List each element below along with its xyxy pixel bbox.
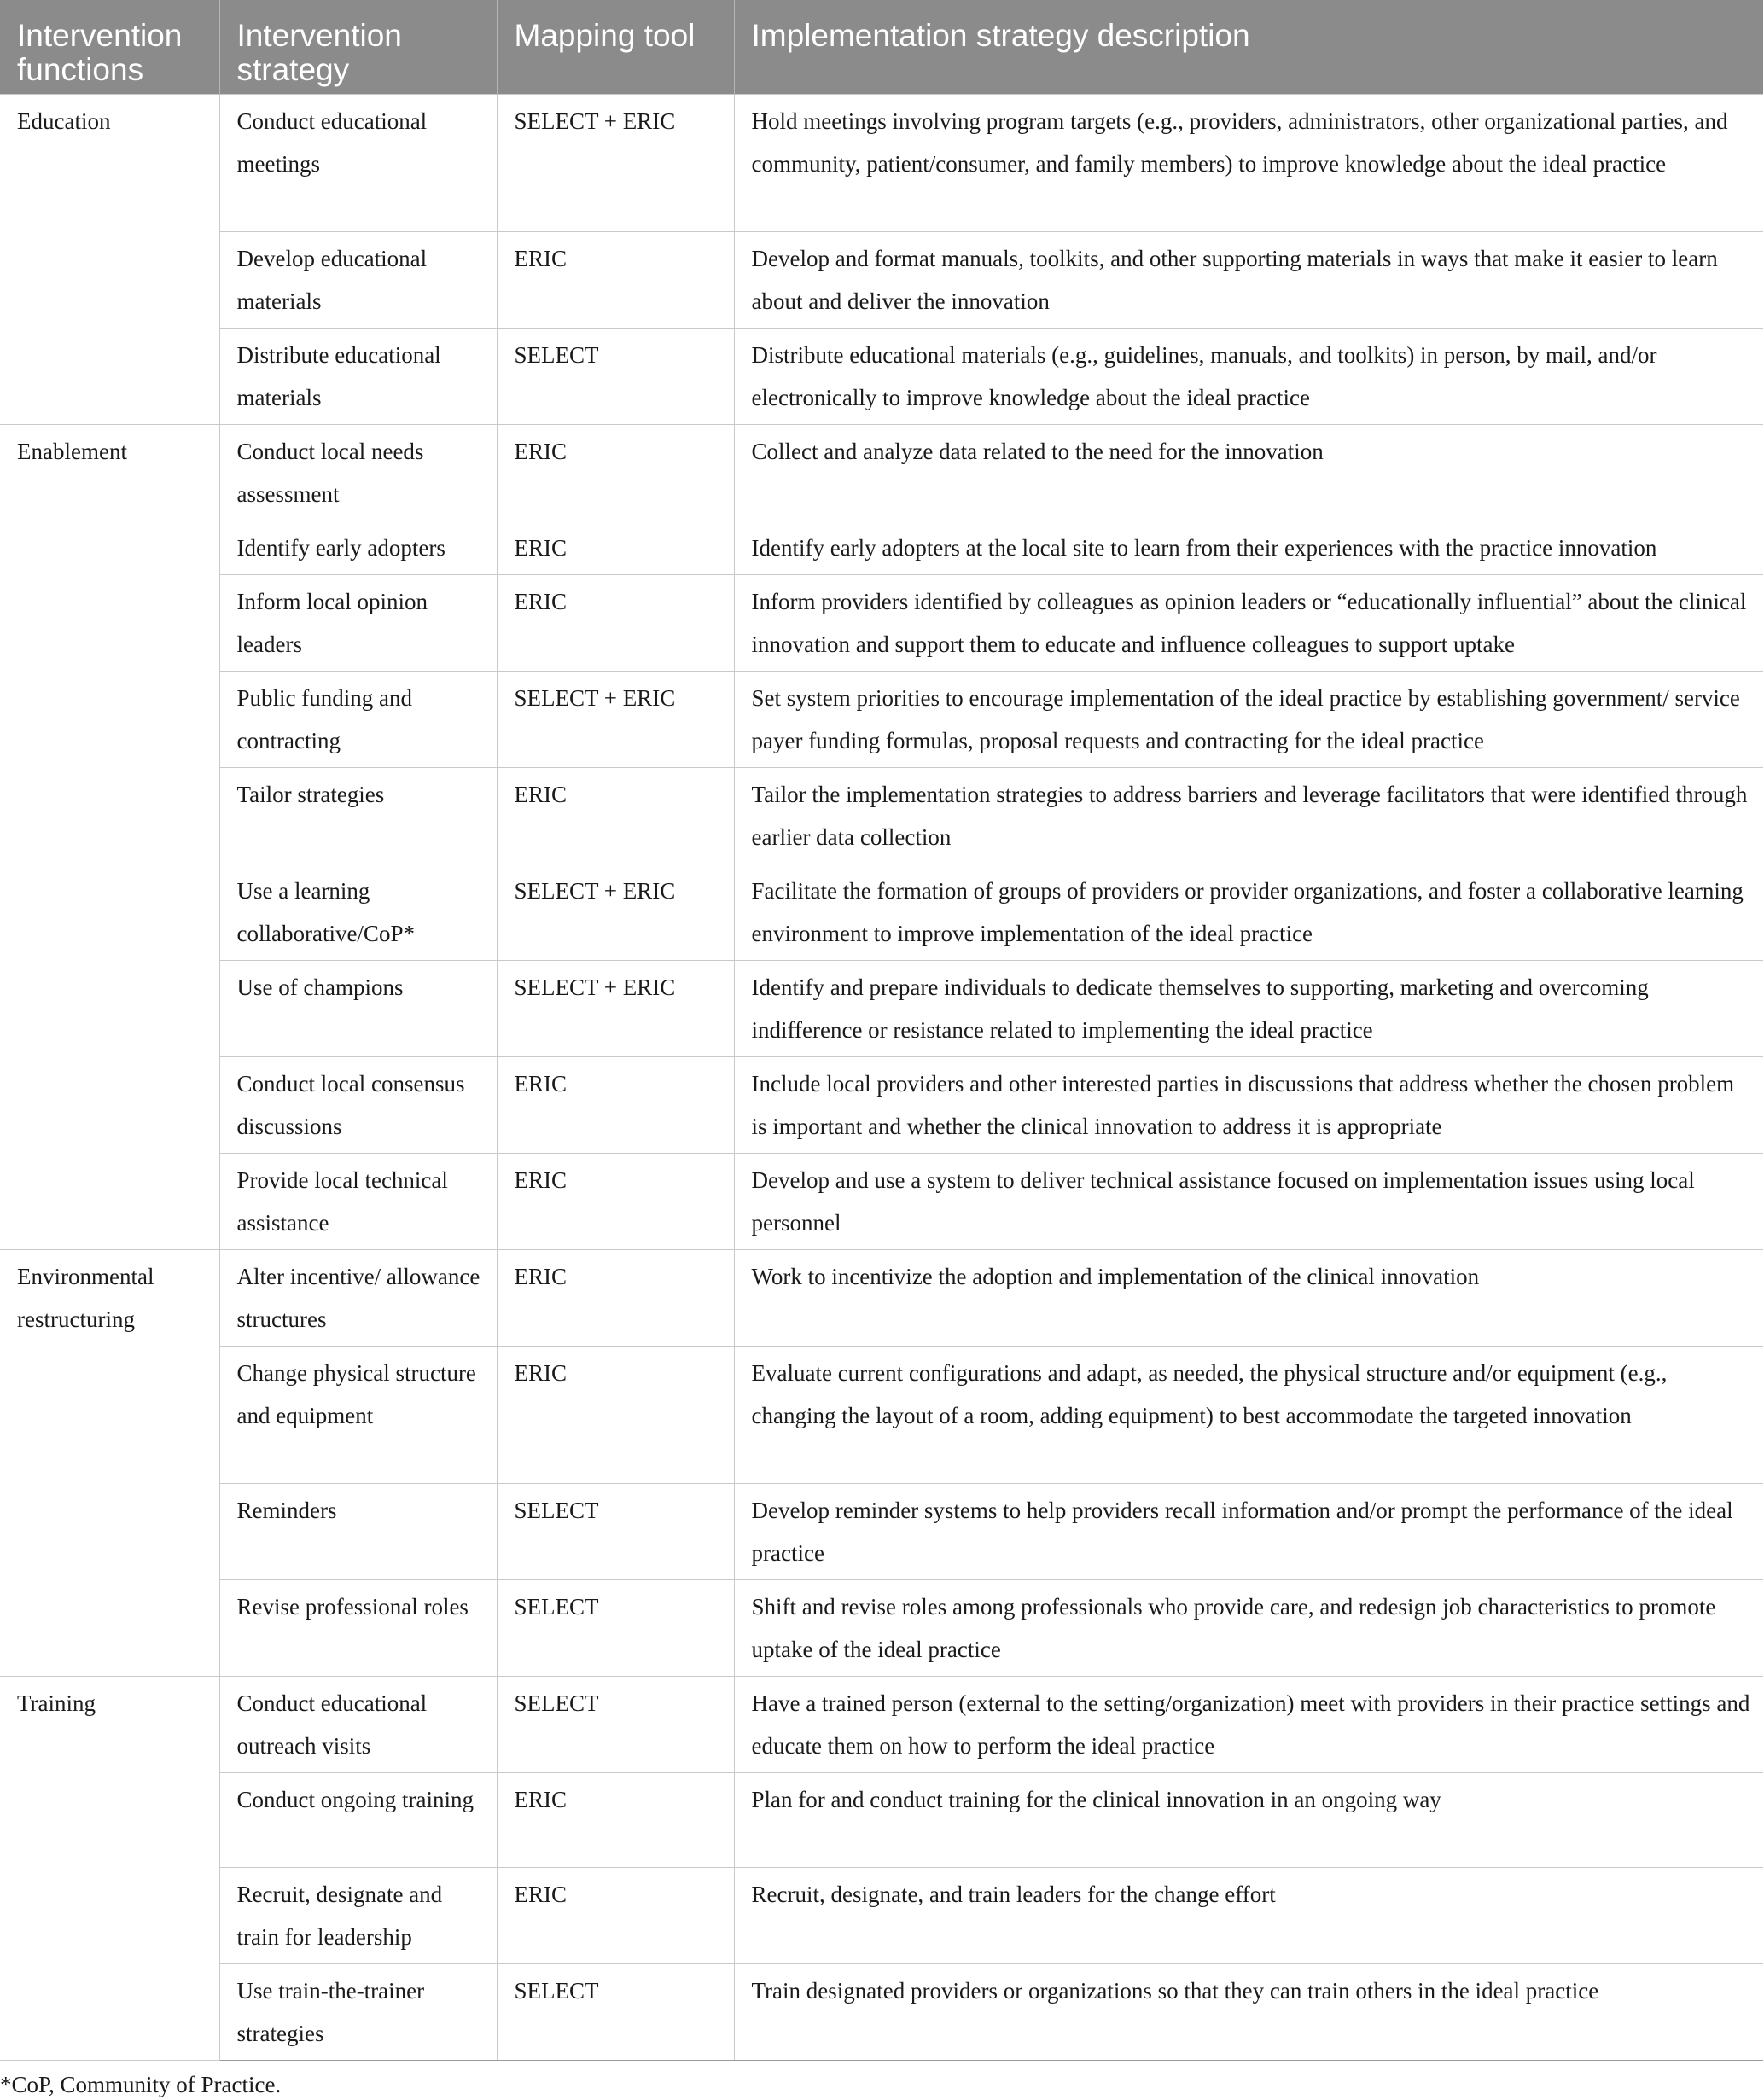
mapping-tool-cell: SELECT [497,329,734,425]
strategy-cell: Recruit, designate and train for leadership [219,1868,497,1964]
description-cell: Inform providers identified by colleagues as opinion leaders or “educationally influential” about the clinical innovation and support them to educate and influence colleagues to support uptake [734,575,1763,672]
mapping-tool-cell: ERIC [497,425,734,521]
description-cell: Develop reminder systems to help providers recall information and/or prompt the performance of the ideal practice [734,1484,1763,1580]
description-cell: Distribute educational materials (e.g., guidelines, manuals, and toolkits) in person, by mail, and/or electronically to improve knowledge about the ideal practice [734,329,1763,425]
mapping-tool-cell: ERIC [497,768,734,864]
mapping-tool-cell: SELECT + ERIC [497,672,734,768]
strategy-cell: Reminders [219,1484,497,1580]
strategy-cell: Conduct educational meetings [219,95,497,232]
strategy-cell: Use of champions [219,961,497,1057]
description-cell: Develop and format manuals, toolkits, and other supporting materials in ways that make it easier to learn about and deliver the innovation [734,232,1763,329]
table-row [0,425,1763,521]
description-cell: Collect and analyze data related to the need for the innovation [734,425,1763,521]
header-intervention-functions: Intervention functions [0,0,219,95]
table-row [0,864,1763,961]
strategy-cell: Conduct ongoing training [219,1773,497,1868]
table-row [0,329,1763,425]
strategy-cell: Provide local technical assistance [219,1154,497,1250]
mapping-tool-cell: ERIC [497,1773,734,1868]
description-cell: Include local providers and other interested parties in discussions that address whether the chosen problem is important and whether the clinical innovation to address it is appropriate [734,1057,1763,1154]
mapping-tool-cell: SELECT + ERIC [497,95,734,232]
table-row [0,521,1763,575]
intervention-function-cell: Education [0,95,219,425]
strategy-cell: Use train-the-trainer strategies [219,1964,497,2061]
header-row [0,0,1763,95]
mapping-tool-cell: SELECT [497,1484,734,1580]
description-cell: Set system priorities to encourage implementation of the ideal practice by establishing government/ service payer funding formulas, proposal requests and contracting for the ideal practice [734,672,1763,768]
description-cell: Train designated providers or organizations so that they can train others in the ideal practice [734,1964,1763,2061]
table-header [0,0,1763,95]
header-mapping-tool: Mapping tool [497,0,734,95]
description-cell: Identify and prepare individuals to dedicate themselves to supporting, marketing and overcoming indifference or resistance related to implementing the ideal practice [734,961,1763,1057]
mapping-tool-cell: ERIC [497,1057,734,1154]
mapping-tool-cell: ERIC [497,1868,734,1964]
table-row [0,961,1763,1057]
table-row [0,768,1763,864]
description-cell: Have a trained person (external to the setting/organization) meet with providers in their practice settings and educate them on how to perform the ideal practice [734,1677,1763,1773]
mapping-tool-cell: ERIC [497,1250,734,1347]
strategy-cell: Conduct local consensus discussions [219,1057,497,1154]
strategy-cell: Revise professional roles [219,1580,497,1677]
description-cell: Shift and revise roles among professionals who provide care, and redesign job characteristics to promote uptake of the ideal practice [734,1580,1763,1677]
table-row [0,1057,1763,1154]
strategy-cell: Change physical structure and equipment [219,1347,497,1484]
table-row [0,1580,1763,1677]
description-cell: Evaluate current configurations and adapt, as needed, the physical structure and/or equipment (e.g., changing the layout of a room, adding equipment) to best accommodate the targeted innovation [734,1347,1763,1484]
strategy-cell: Inform local opinion leaders [219,575,497,672]
description-cell: Facilitate the formation of groups of providers or provider organizations, and foster a collaborative learning environment to improve implementation of the ideal practice [734,864,1763,961]
table-row [0,1773,1763,1868]
mapping-tool-cell: SELECT + ERIC [497,864,734,961]
table-row [0,1677,1763,1773]
mapping-tool-cell: ERIC [497,521,734,575]
description-cell: Develop and use a system to deliver technical assistance focused on implementation issues using local personnel [734,1154,1763,1250]
mapping-tool-cell: SELECT [497,1677,734,1773]
description-cell: Identify early adopters at the local site to learn from their experiences with the practice innovation [734,521,1763,575]
table-row [0,672,1763,768]
strategy-cell: Public funding and contracting [219,672,497,768]
table-row [0,1154,1763,1250]
mapping-tool-cell: ERIC [497,575,734,672]
table-row [0,95,1763,232]
intervention-function-cell: Enablement [0,425,219,1250]
header-strategy-description: Implementation strategy description [734,0,1763,95]
table-footnote: *CoP, Community of Practice. [0,2072,282,2097]
strategy-cell: Develop educational materials [219,232,497,329]
intervention-function-cell: Environmental restructuring [0,1250,219,1677]
mapping-tool-cell: SELECT [497,1580,734,1677]
mapping-tool-cell: ERIC [497,232,734,329]
description-cell: Work to incentivize the adoption and implementation of the clinical innovation [734,1250,1763,1347]
table-row [0,232,1763,329]
table-row [0,575,1763,672]
strategy-cell: Tailor strategies [219,768,497,864]
mapping-tool-cell: ERIC [497,1154,734,1250]
strategy-cell: Conduct local needs assessment [219,425,497,521]
table-row [0,1868,1763,1964]
mapping-tool-cell: ERIC [497,1347,734,1484]
table-row [0,1964,1763,2061]
strategy-cell: Conduct educational outreach visits [219,1677,497,1773]
table-body [0,95,1763,2061]
strategy-cell: Identify early adopters [219,521,497,575]
table-row [0,1484,1763,1580]
description-cell: Hold meetings involving program targets (e.g., providers, administrators, other organizational parties, and community, patient/consumer, and family members) to improve knowledge about the ideal practice [734,95,1763,232]
table-row [0,1250,1763,1347]
strategy-cell: Distribute educational materials [219,329,497,425]
description-cell: Plan for and conduct training for the clinical innovation in an ongoing way [734,1773,1763,1868]
description-cell: Recruit, designate, and train leaders for the change effort [734,1868,1763,1964]
description-cell: Tailor the implementation strategies to address barriers and leverage facilitators that were identified through earlier data collection [734,768,1763,864]
mapping-tool-cell: SELECT + ERIC [497,961,734,1057]
strategy-cell: Alter incentive/ allowance structures [219,1250,497,1347]
table-row [0,1347,1763,1484]
mapping-tool-cell: SELECT [497,1964,734,2061]
intervention-function-cell: Training [0,1677,219,2061]
header-intervention-strategy: Intervention strategy [219,0,497,95]
strategy-cell: Use a learning collaborative/CoP* [219,864,497,961]
